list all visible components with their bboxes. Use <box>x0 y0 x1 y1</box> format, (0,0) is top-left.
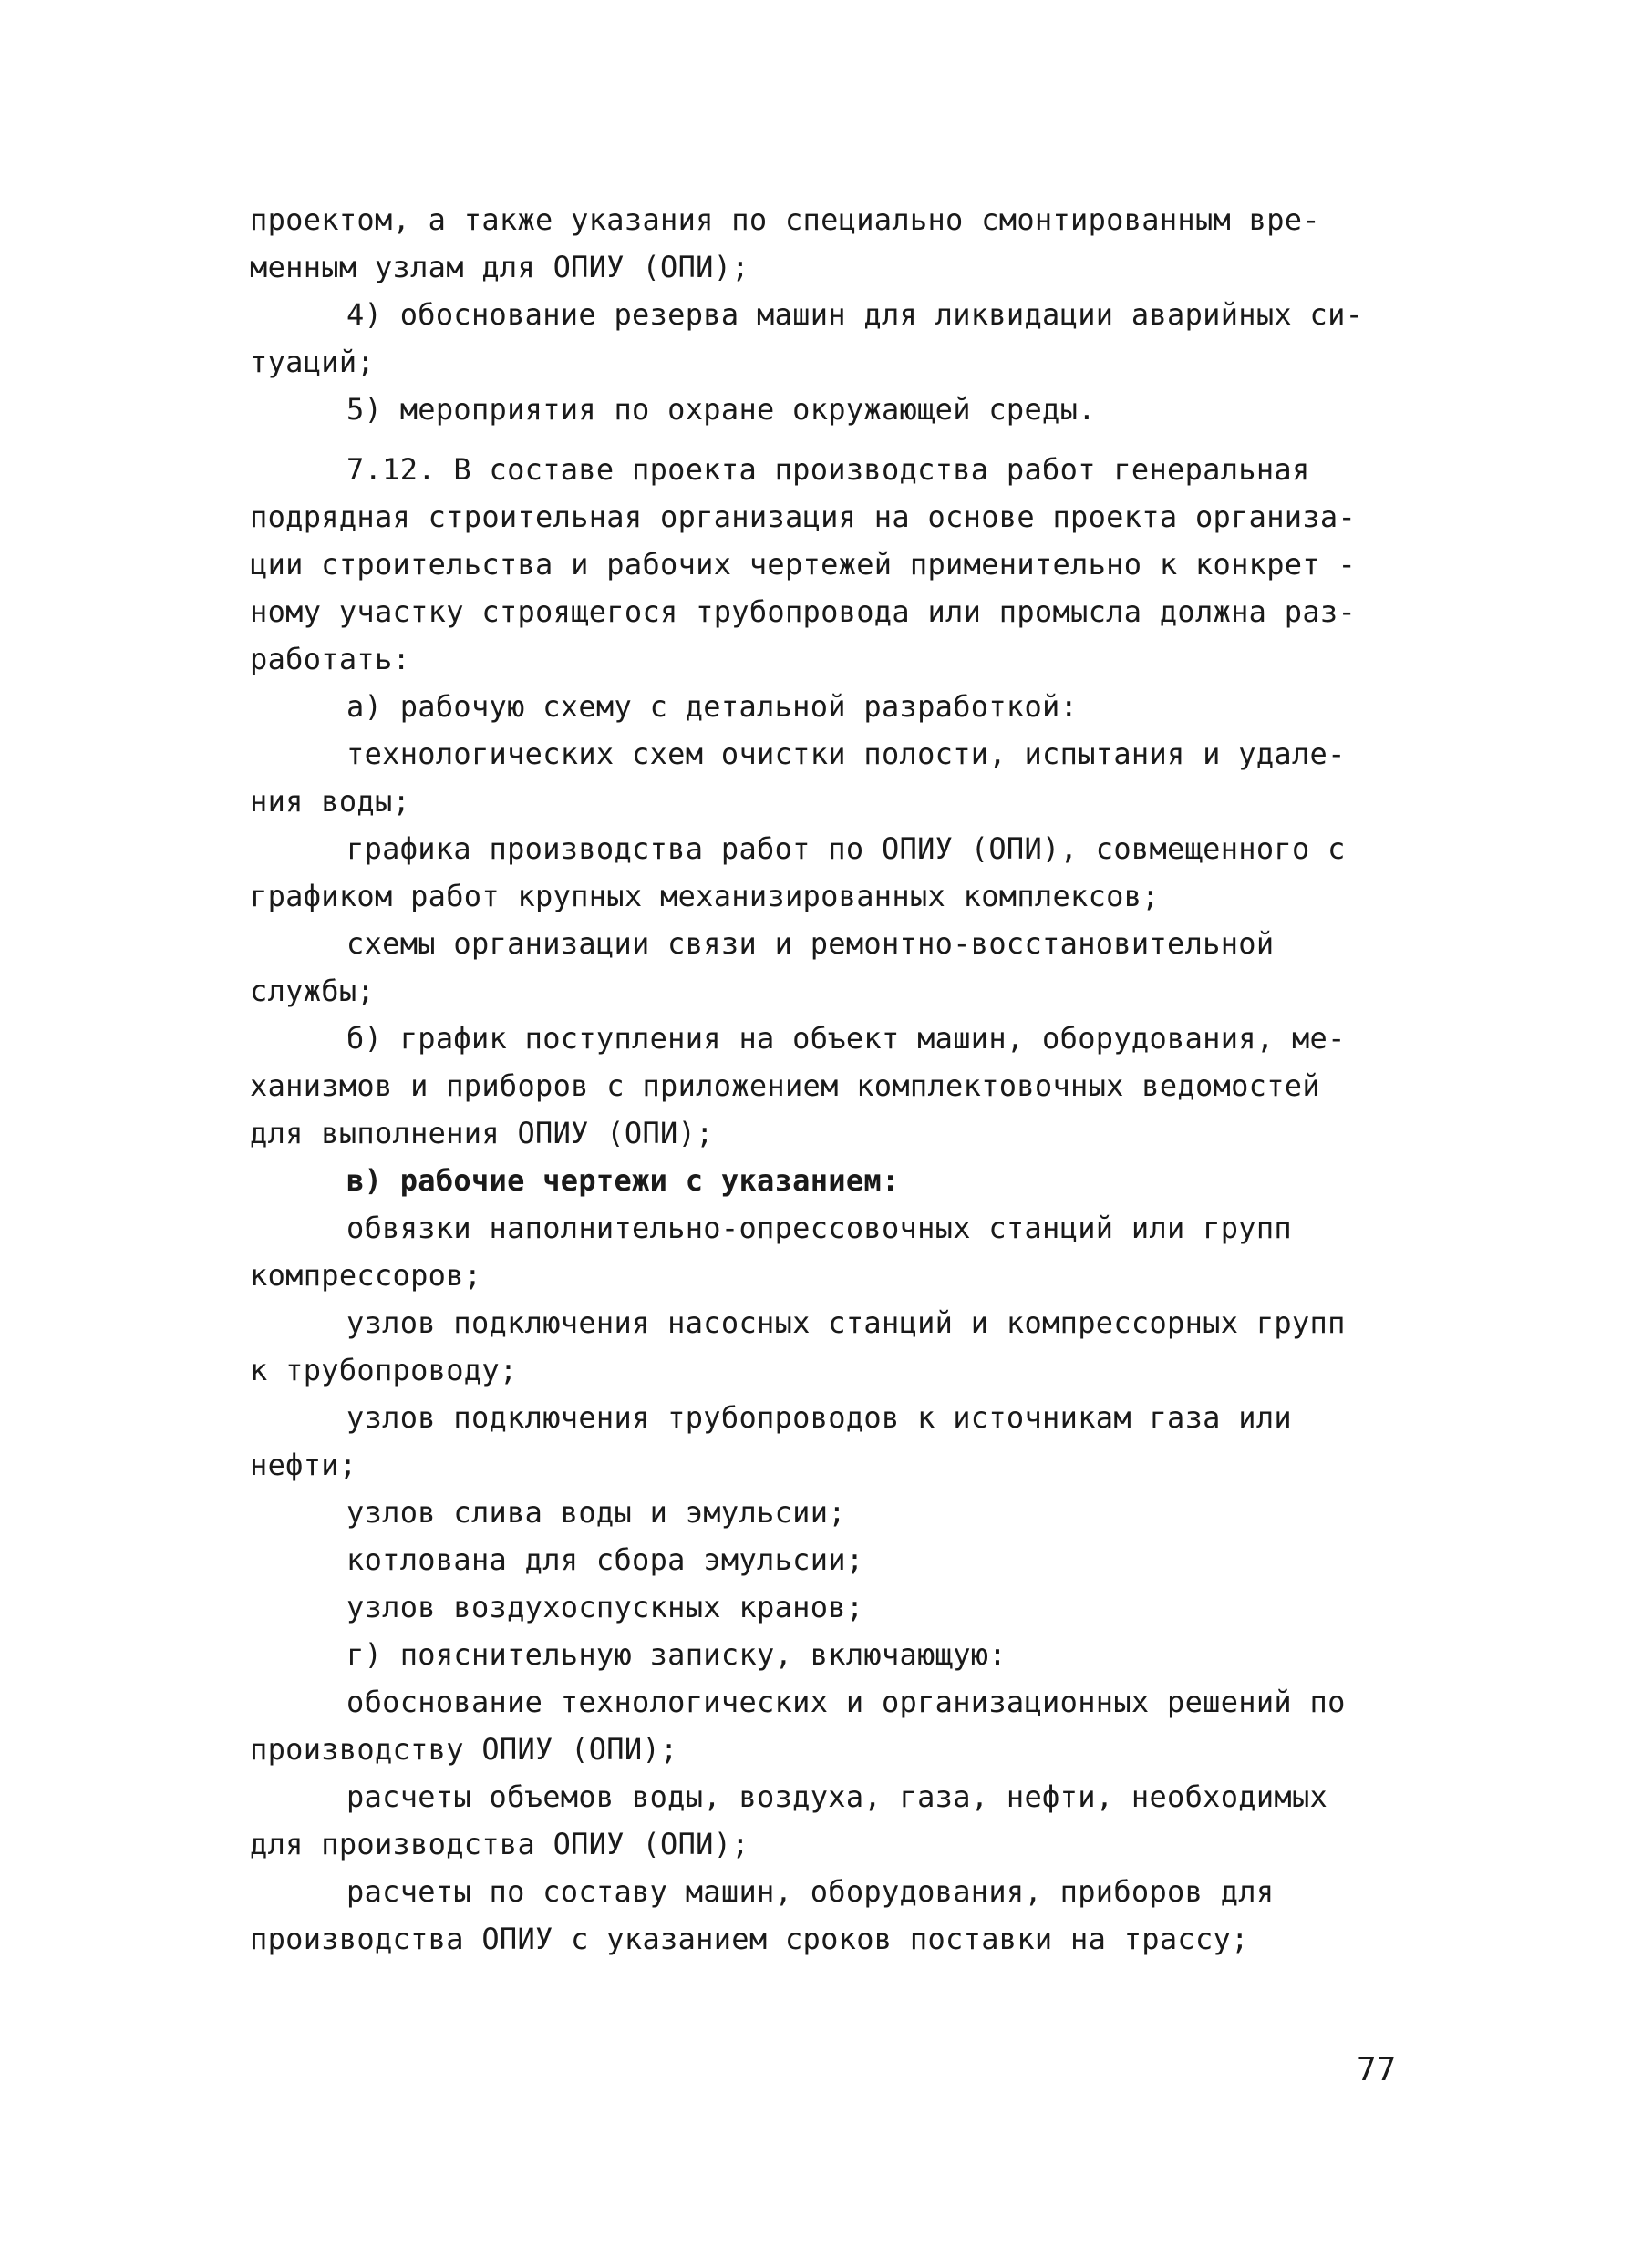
list-item-5: 5) мероприятия по охране окружающей среды. <box>346 392 1096 427</box>
text-line: графика производства работ по ОПИУ (ОПИ), совмещенного с <box>346 831 1346 866</box>
text-line: схемы организации связи и ремонтно-восстановительной <box>346 926 1275 961</box>
text-line: графиком работ крупных механизированных комплексов; <box>250 879 1160 913</box>
text-line: узлов слива воды и эмульсии; <box>346 1495 846 1530</box>
body-text <box>250 196 1435 1963</box>
text-line: проектом, а также указания по специально смонтированным вре- <box>250 202 1320 237</box>
item-v: в) рабочие чертежи с указанием: <box>346 1163 900 1198</box>
text-line: компрессоров; <box>250 1258 482 1293</box>
text-line: ции строительства и рабочих чертежей применительно к конкрет - <box>250 547 1357 582</box>
page-number: 77 <box>1357 2051 1397 2088</box>
text-line: расчеты объемов воды, воздуха, газа, нефти, необходимых <box>346 1779 1328 1814</box>
text-line: для производства ОПИУ (ОПИ); <box>250 1827 749 1861</box>
item-a: а) рабочую схему с детальной разработкой: <box>346 689 1079 724</box>
text-line: узлов подключения насосных станций и компрессорных групп <box>346 1305 1346 1340</box>
text-line: туаций; <box>250 345 375 379</box>
text-line: нефти; <box>250 1448 357 1482</box>
list-item-4: 4) обоснование резерва машин для ликвидации аварийных си- <box>346 297 1364 332</box>
item-b: б) график поступления на объект машин, оборудования, ме- <box>346 1021 1346 1056</box>
text-line: производству ОПИУ (ОПИ); <box>250 1732 678 1767</box>
text-line: узлов подключения трубопроводов к источникам газа или <box>346 1400 1292 1435</box>
text-line: ния воды; <box>250 784 411 819</box>
text-line: обоснование технологических и организационных решений по <box>346 1685 1346 1719</box>
section-7-12-heading: 7.12. В составе проекта производства работ генеральная <box>346 452 1310 487</box>
text-line: менным узлам для ОПИУ (ОПИ); <box>250 250 749 284</box>
text-line: службы; <box>250 974 375 1008</box>
text-line: котлована для сбора эмульсии; <box>346 1542 864 1577</box>
item-g: г) пояснительную записку, включающую: <box>346 1637 1007 1672</box>
text-line: производства ОПИУ с указанием сроков поставки на трассу; <box>250 1922 1249 1956</box>
text-line: для выполнения ОПИУ (ОПИ); <box>250 1116 714 1150</box>
text-line: подрядная строительная организация на основе проекта организа- <box>250 500 1357 534</box>
text-line: ханизмов и приборов с приложением комплектовочных ведомостей <box>250 1068 1320 1103</box>
text-line: узлов воздухоспускных кранов; <box>346 1590 864 1624</box>
text-line: ному участку строящегося трубопровода или промысла должна раз- <box>250 594 1357 629</box>
text-line: работать: <box>250 642 411 676</box>
text-line: технологических схем очистки полости, испытания и удале- <box>346 737 1346 771</box>
text-line: обвязки наполнительно-опрессовочных станций или групп <box>346 1211 1292 1245</box>
text-line: к трубопроводу; <box>250 1353 518 1387</box>
text-line: расчеты по составу машин, оборудования, приборов для <box>346 1874 1275 1909</box>
